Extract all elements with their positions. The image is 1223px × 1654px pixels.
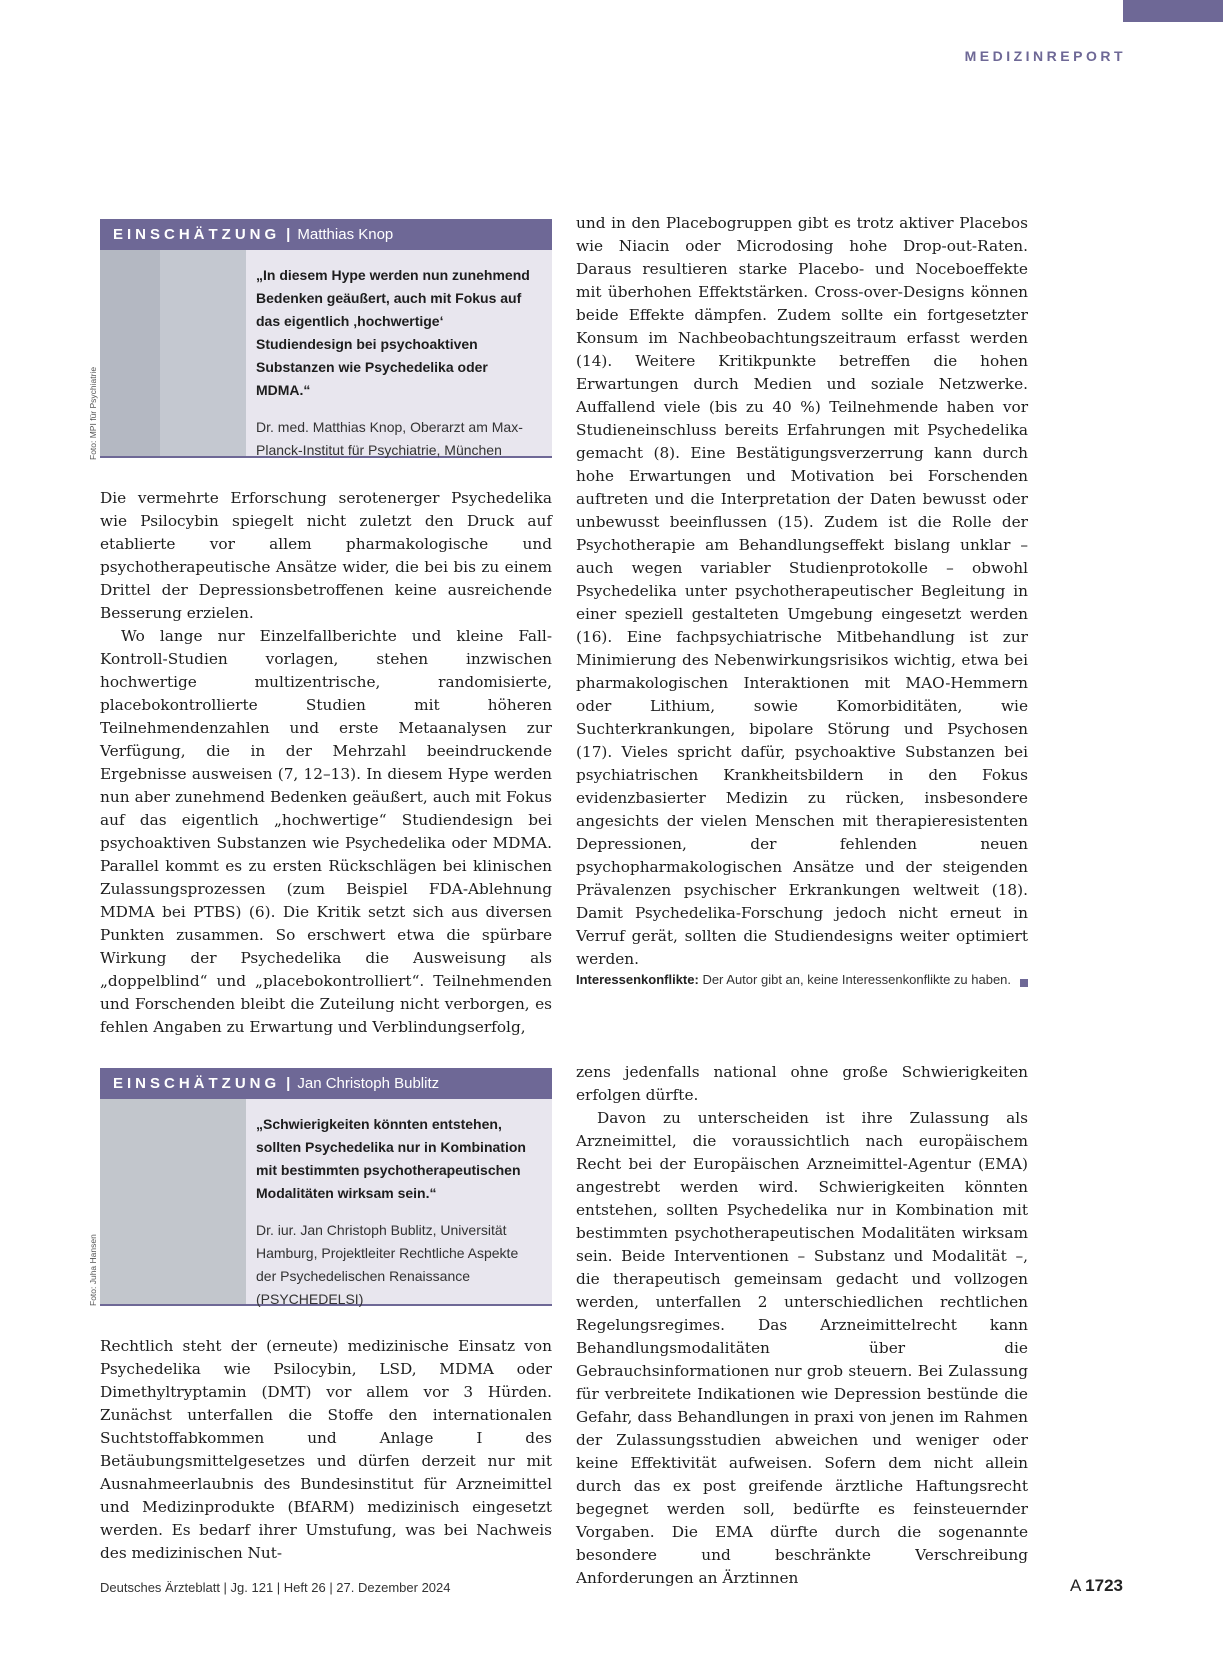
box-label: EINSCHÄTZUNG <box>113 226 281 243</box>
page-number-value: 1723 <box>1085 1576 1123 1595</box>
box-quote: „In diesem Hype werden nun zunehmend Bedenken geäußert, auch mit Fokus auf das eigentlich ‚hochwertige‘ Studiendesign bei psychoaktiven Substanzen wie Psychedelika oder MDMA.“ <box>256 267 530 398</box>
author-portrait-photo <box>100 250 246 456</box>
author-portrait-photo <box>100 1099 246 1304</box>
photo-credit: Foto: MPI für Psychiatrie <box>88 366 98 460</box>
photo-credit: Foto: Juha Hansen <box>88 1234 98 1306</box>
box-author-bio: Dr. iur. Jan Christoph Bublitz, Universität Hamburg, Projektleiter Rechtliche Aspekte der Psychedelischen Renaissance (PSYCHEDELSI) <box>256 1222 519 1307</box>
paragraph: und in den Placebogruppen gibt es trotz aktiver Placebos wie Niacin oder Microdosing hohe Drop-out-Raten. Daraus resultieren starke Placebo- und Noceboeffekte mit überhohen Effektstärken. Cross-over-Designs können beide Effekte dämpfen. Zudem sollte ein fortgesetzter Konsum im Nachbeobachtungszeitraum erfasst werden (14). Weitere Kritikpunkte betreffen die hohen Erwartungen durch Medien und soziale Netzwerke. Auffallend viele (bis zu 40 %) Teilnehmende haben vor Studieneinschluss bereits Erfahrungen mit Psychedelika gemacht (8). Eine Bestätigungsverzerrung kann durch hohe Erwartungen und Motivation bei Forschenden auftreten und die Interpretation der Daten bewusst oder unbewusst beeinflussen (15). Zudem ist die Rolle der Psychotherapie am Behandlungseffekt bislang unklar – auch wegen variabler Studienprotokolle – obwohl Psychedelika unter psychotherapeutischer Begleitung in einer speziell gestalteten Umgebung eingesetzt werden (16). Eine fachpsychiatrische Mitbehandlung ist zur Minimierung des Nebenwirkungsrisikos wichtig, etwa bei pharmakologischen Interaktionen mit MAO-Hemmern oder Lithium, sowie Komorbiditäten, wie Suchterkrankungen, bipolare Störung und Psychosen (17). Vieles spricht dafür, psychoaktive Substanzen bei psychiatrischen Krankheitsbildern in den Fokus evidenzbasierter Medizin zu rücken, insbesondere angesichts der vielen Menschen mit therapieresistenten Depressionen, der fehlenden neuen psychopharmakologischen Ansätze und der steigenden Prävalenzen psychischer Erkrankungen weltweit (18). Damit Psychedelika-Forschung jedoch nicht erneut in Verruf gerät, sollten die Studiendesigns weiter optimiert werden. <box>576 214 1028 968</box>
paragraph: Die vermehrte Erforschung serotenerger Psychedelika wie Psilocybin spiegelt nicht zuletzt den Druck auf etablierte vor allem pharmakologische und psychotherapeutische Ansätze wider, die bei bis zu einem Drittel der Depressionsbetroffenen keine ausreichende Besserung erzielen. <box>100 489 552 622</box>
page-number <box>1070 1576 1123 1596</box>
article1-right-column <box>576 212 1028 987</box>
assessment-box-knop <box>100 219 552 458</box>
article2-left-column <box>100 1335 552 1565</box>
box-separator: | <box>286 1075 291 1092</box>
box-label: EINSCHÄTZUNG <box>113 1075 281 1092</box>
box-author-bio: Dr. med. Matthias Knop, Oberarzt am Max-Planck-Institut für Psychiatrie, München <box>256 419 523 458</box>
paragraph: Wo lange nur Einzelfallberichte und kleine Fall-Kontroll-Studien vorlagen, stehen inzwischen hochwertige multizentrische, randomisierte, placebokontrollierte Studien mit höheren Teilnehmendenzahlen und erste Metaanalysen zur Verfügung, die in der Mehrzahl beeindruckende Ergebnisse ausweisen (7, 12–13). In diesem Hype werden nun aber zunehmend Bedenken geäußert, auch mit Fokus auf das eigentlich „hochwertige“ Studiendesign bei psychoaktiven Substanzen wie Psychedelika oder MDMA. Parallel kommt es zu ersten Rückschlägen bei klinischen Zulassungsprozessen (zum Beispiel FDA-Ablehnung MDMA bei PTBS) (6). Die Kritik setzt sich aus diversen Punkten zusammen. So erschwert etwa die spürbare Wirkung der Psychedelika die Ausweisung als „doppelblind“ und „placebokontrolliert“. Teilnehmenden und Forschenden bleibt die Zuteilung nicht verborgen, es fehlen Angaben zu Erwartung und Verblindungserfolg, <box>100 627 552 1036</box>
box-header <box>100 1068 552 1099</box>
article1-left-column <box>100 487 552 1039</box>
page-prefix: A <box>1070 1576 1086 1595</box>
paragraph: zens jedenfalls national ohne große Schwierigkeiten erfolgen dürfte. <box>576 1063 1028 1104</box>
box-author-name: Matthias Knop <box>297 226 394 243</box>
section-header: MEDIZINREPORT <box>964 48 1126 64</box>
box-quote: „Schwierigkeiten könnten entstehen, sollten Psychedelika nur in Kombination mit bestimmten psychotherapeutischen Modalitäten wirksam sein.“ <box>256 1116 526 1201</box>
paragraph: Davon zu unterscheiden ist ihre Zulassung als Arzneimittel, die voraussichtlich nach europäischem Recht bei der Europäischen Arzneimittel-Agentur (EMA) angestrebt werden wird. Schwierigkeiten könnten entstehen, sollten Psychedelika nur in Kombination mit bestimmten psychotherapeutischen Modalitäten wirksam sein. Beide Interventionen – Substanz und Modalität –, die therapeutisch gemeinsam gedacht und vollzogen werden, unterfallen 2 unterschiedlichen rechtlichen Regelungsregimes. Das Arzneimittelrecht kann Behandlungsmodalitäten über die Gebrauchsinformationen nur grob steuern. Bei Zulassung für verbreitete Indikationen wie Depression bestünde die Gefahr, dass Behandlungen in praxi von jenen im Rahmen der Zulassungsstudien abweichen und weniger oder keine Effektivität aufweisen. Sofern dem nicht allein durch das ex post greifende ärztliche Haftungsrecht begegnet werden soll, bedürfte es feinsteuernder Vorgaben. Die EMA dürfte durch die sogenannte besondere und beschränkte Verschreibung Anforderungen an Ärztinnen <box>576 1109 1028 1587</box>
box-author-name: Jan Christoph Bublitz <box>297 1075 440 1092</box>
corner-color-tab <box>1123 0 1223 22</box>
paragraph: Rechtlich steht der (erneute) medizinische Einsatz von Psychedelika wie Psilocybin, LSD, MDMA oder Dimethyltryptamin (DMT) vor allem vor 3 Hürden. Zunächst unterfallen die Stoffe den internationalen Suchtstoffabkommen und Anlage I des Betäubungsmittelgesetzes und dürfen derzeit nur mit Ausnahmeerlaubnis des Bundesinstitut für Arzneimittel und Medizinprodukte (BfARM) medizinisch eingesetzt werden. Es bedarf ihrer Umstufung, was bei Nachweis des medizinischen Nut- <box>100 1337 552 1562</box>
journal-citation: Deutsches Ärzteblatt | Jg. 121 | Heft 26 | 27. Dezember 2024 <box>100 1580 451 1595</box>
box-separator: | <box>286 226 291 243</box>
box-header <box>100 219 552 250</box>
conflict-text: Der Autor gibt an, keine Interessenkonflikte zu haben. <box>698 972 1012 987</box>
assessment-box-bublitz <box>100 1068 552 1306</box>
conflict-of-interest-note <box>576 972 1036 987</box>
article2-right-column <box>576 1061 1028 1590</box>
conflict-label: Interessenkonflikte: <box>576 972 699 987</box>
